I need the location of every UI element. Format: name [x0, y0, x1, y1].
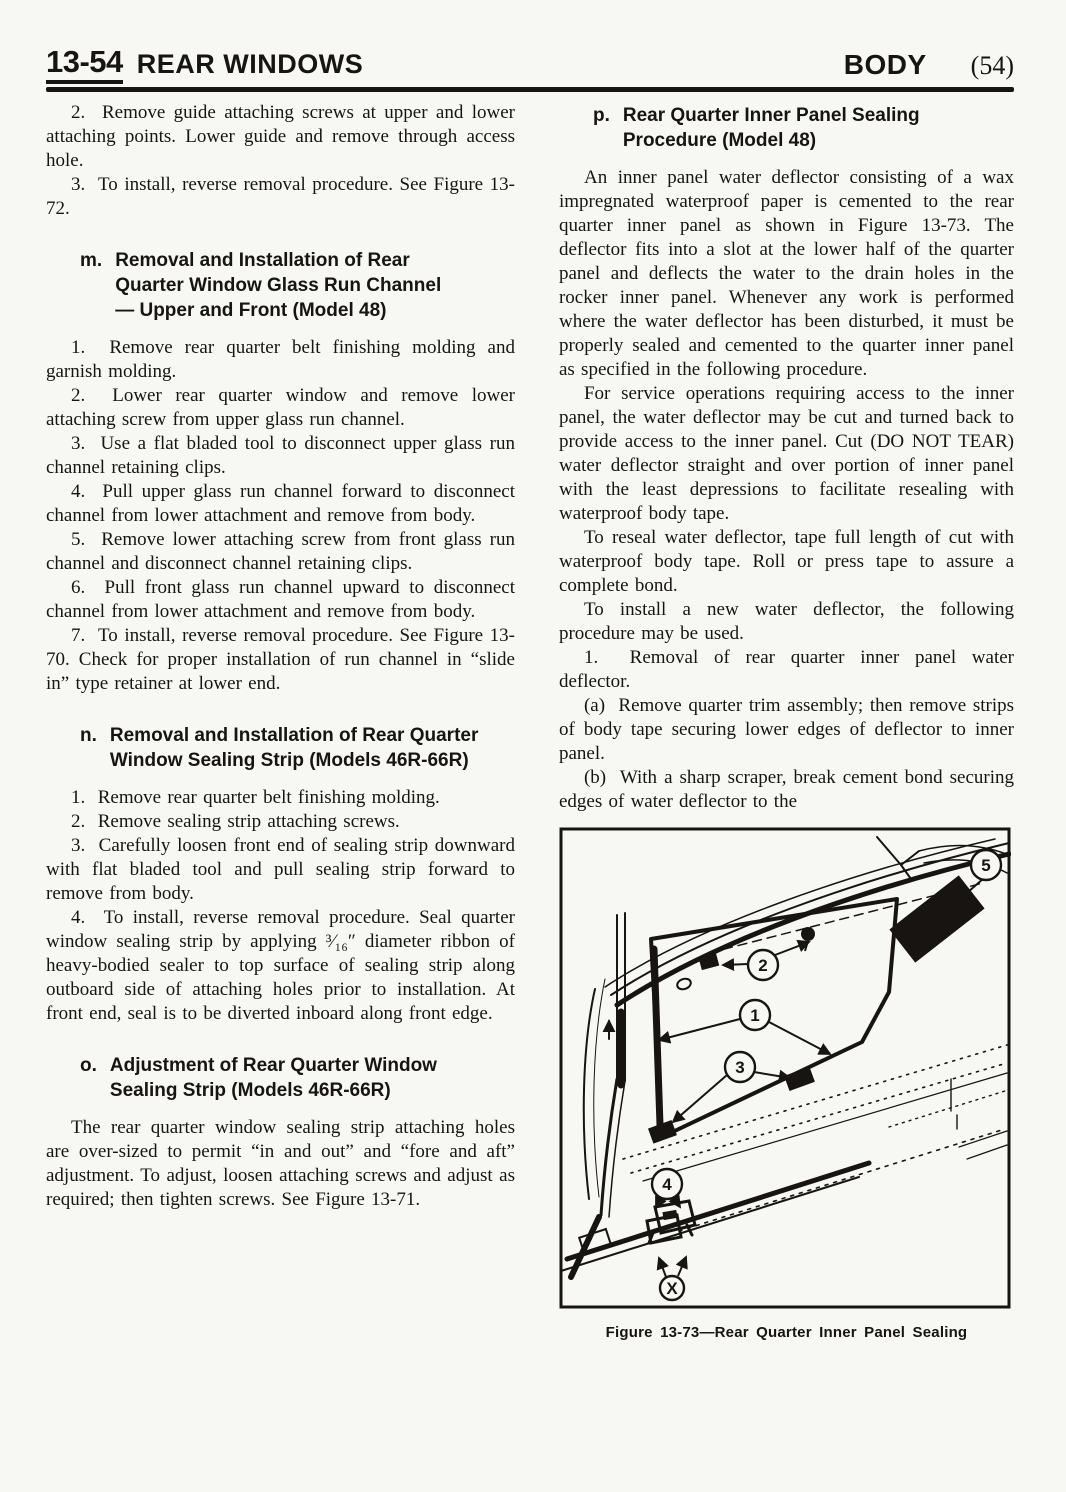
- svg-text:X: X: [666, 1279, 678, 1298]
- section-label: o.: [80, 1055, 97, 1076]
- step-paragraph: 1. Removal of rear quarter inner panel water deflector.: [558, 647, 1014, 692]
- section-heading-p: [559, 103, 1014, 153]
- two-column-body: [46, 101, 1014, 1341]
- callout-5: [971, 850, 1001, 880]
- callout-2: [748, 950, 778, 980]
- section-title-text: Removal and Installation of Rear Quarter Window Glass Run Channel— Upper and Front (Model 48): [115, 250, 442, 321]
- section-heading-n: [46, 723, 515, 773]
- body-paragraph: The rear quarter window sealing strip attaching holes are over-sized to permit “in and out” and “fore and aft” adjustment. To adjust, loosen attaching screws and adjust as required; then tighten screws. See Figure 13-71.: [46, 1117, 515, 1210]
- figure-caption: Figure 13-73—Rear Quarter Inner Panel Sealing: [605, 1324, 968, 1341]
- section-label: n.: [80, 725, 97, 746]
- step-paragraph: 4. Pull upper glass run channel forward to disconnect channel from lower attachment and remove from body.: [46, 481, 515, 526]
- step-paragraph: 3. To install, reverse removal procedure. See Figure 13-72.: [46, 174, 515, 219]
- step-paragraph: 6. Pull front glass run channel upward to disconnect channel from lower attachment and remove from body.: [46, 577, 515, 622]
- callout-x: [660, 1276, 684, 1300]
- left-column: [46, 101, 515, 1341]
- section-title-text: Rear Quarter Inner Panel Sealing Procedure (Model 48): [622, 105, 920, 151]
- body-paragraph: To reseal water deflector, tape full length of cut with waterproof body tape. Roll or press tape to assure a complete bond.: [558, 527, 1014, 596]
- step-paragraph: 5. Remove lower attaching screw from front glass run channel and disconnect channel retaining clips.: [46, 529, 515, 574]
- callout-1: [740, 1000, 770, 1030]
- step-paragraph: 1. Remove rear quarter belt finishing molding and garnish molding.: [46, 337, 515, 382]
- page-header: [46, 46, 1014, 84]
- svg-text:5: 5: [981, 856, 991, 875]
- body-paragraph: For service operations requiring access to the inner panel, the water deflector may be cut and turned back to provide access to the inner panel. Cut (DO NOT TEAR) water deflector straight and over portion of inner panel with the least depressions to facilitate resealing with waterproof body tape.: [558, 383, 1014, 524]
- step-paragraph: 2. Remove sealing strip attaching screws.: [71, 811, 400, 832]
- page-number: (54): [970, 51, 1014, 80]
- step-paragraph: 1. Remove rear quarter belt finishing molding.: [71, 787, 440, 808]
- body-paragraph: To install a new water deflector, the following procedure may be used.: [558, 599, 1014, 644]
- step-paragraph: 7. To install, reverse removal procedure. See Figure 13-70. Check for proper installation of run channel in “slide in” type retainer at lower end.: [46, 625, 515, 694]
- header-left: [46, 46, 363, 84]
- right-column: [559, 101, 1014, 1341]
- header-right: [844, 51, 1014, 84]
- svg-text:1: 1: [750, 1006, 760, 1025]
- svg-text:2: 2: [758, 956, 768, 975]
- step-paragraph: (a) Remove quarter trim assembly; then remove strips of body tape securing lower edges of deflector to inner panel.: [558, 695, 1014, 764]
- body-paragraph: An inner panel water deflector consisting of a wax impregnated waterproof paper is cemented to the rear quarter inner panel as shown in Figure 13-73. The deflector fits into a slot at the lower half of the quarter panel and deflects the water to the drain holes in the rocker inner panel. Whenever any work is performed where the water deflector has been disturbed, it must be properly sealed and cemented to the quarter inner panel as specified in the following procedure.: [558, 167, 1014, 380]
- section-title: REAR WINDOWS: [136, 49, 364, 79]
- step-paragraph: 2. Remove guide attaching screws at upper and lower attaching points. Lower guide and remove through access hole.: [46, 102, 515, 171]
- svg-text:4: 4: [662, 1175, 672, 1194]
- callout-3: [725, 1052, 755, 1082]
- section-heading-m: [46, 248, 515, 323]
- rear-quarter-inner-panel-illustration: [559, 827, 1011, 1311]
- figure-13-73: [559, 827, 1014, 1341]
- section-title-text: Adjustment of Rear Quarter Window Sealing Strip (Models 46R-66R): [109, 1055, 437, 1101]
- step-paragraph: 2. Lower rear quarter window and remove lower attaching screw from upper glass run channel.: [46, 385, 515, 430]
- section-label: m.: [80, 250, 103, 271]
- section-heading-o: [46, 1053, 515, 1103]
- step-paragraph: 3. Use a flat bladed tool to disconnect upper glass run channel retaining clips.: [46, 433, 515, 478]
- callout-4: [652, 1169, 682, 1199]
- section-number: 13-54: [46, 46, 123, 84]
- step-paragraph: 3. Carefully loosen front end of sealing strip downward with flat bladed tool and pull sealing strip forward to remove from body.: [46, 835, 515, 904]
- step-paragraph: 4. To install, reverse removal procedure. Seal quarter window sealing strip by applying ³⁄₁₆″ diameter ribbon of heavy-bodied sealer to top surface of sealing strip along outboard side of attaching holes prior to installation. At front end, seal is to be diverted inboard along front edge.: [46, 907, 515, 1024]
- step-paragraph: (b) With a sharp scraper, break cement bond securing edges of water deflector to the: [558, 767, 1014, 812]
- manual-part-title: BODY: [843, 49, 927, 80]
- section-title-text: Removal and Installation of Rear Quarter Window Sealing Strip (Models 46R-66R): [109, 725, 479, 771]
- svg-text:3: 3: [735, 1058, 745, 1077]
- header-rule: [46, 87, 1014, 92]
- section-label: p.: [592, 105, 610, 126]
